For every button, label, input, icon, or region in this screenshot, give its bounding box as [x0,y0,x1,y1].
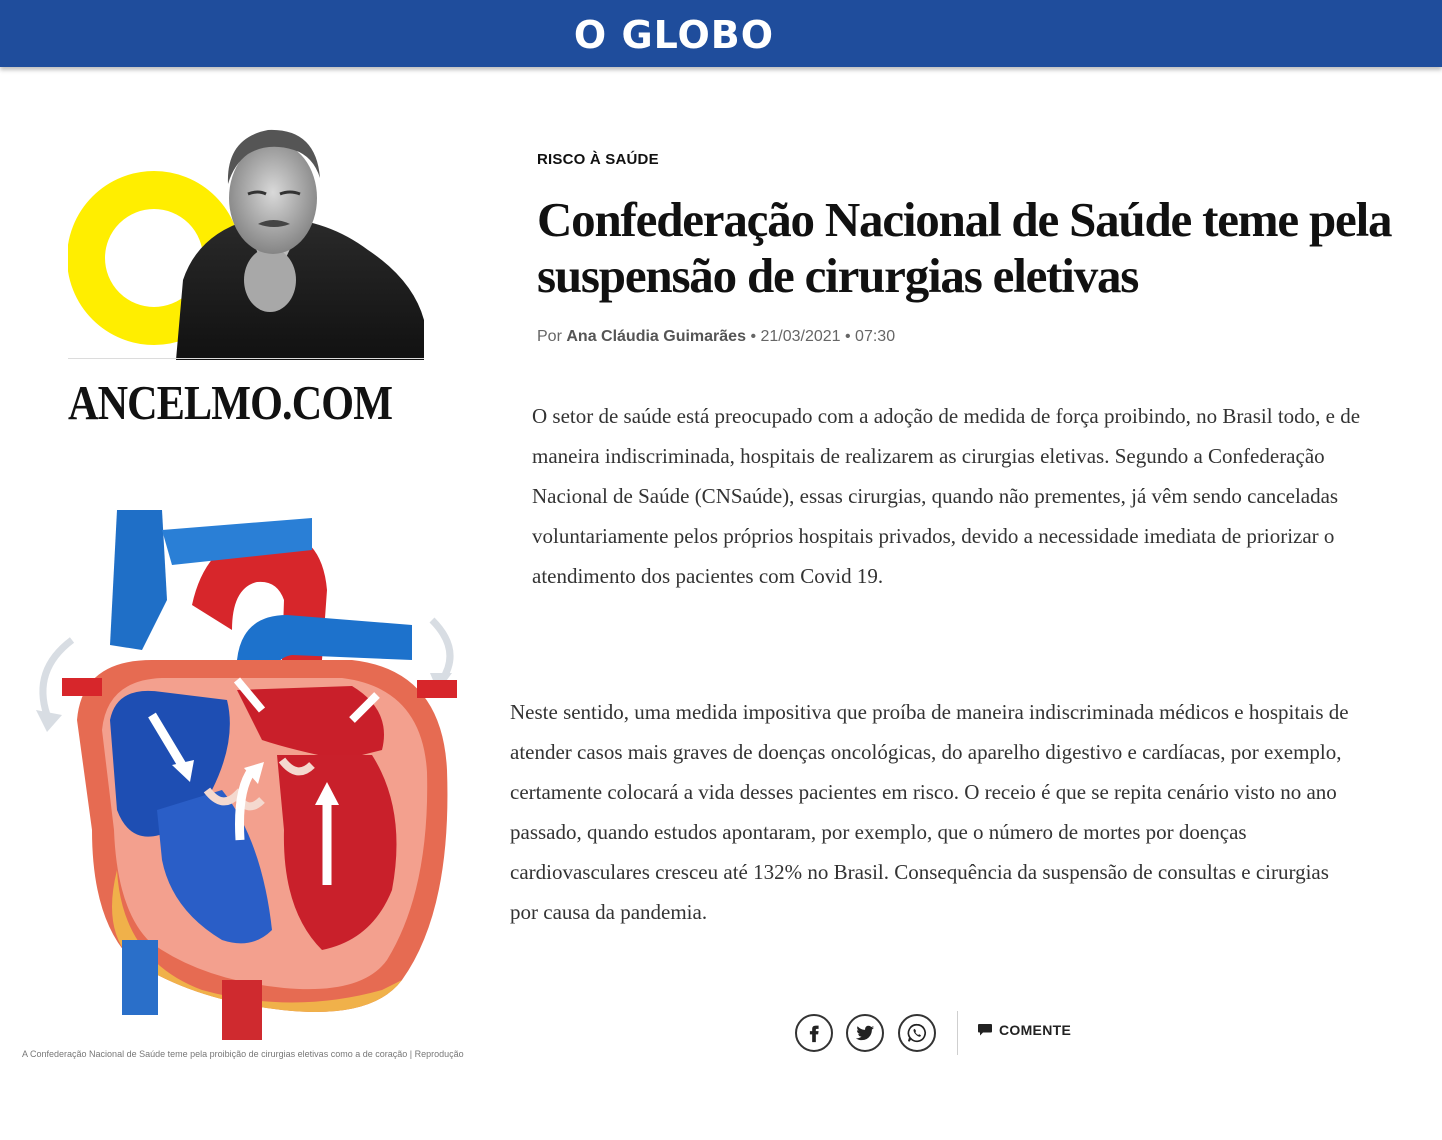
top-bar [0,0,1442,67]
author-name[interactable]: Ana Cláudia Guimarães [566,328,746,345]
twitter-share-button[interactable] [846,1014,884,1052]
twitter-icon [854,1022,876,1044]
share-divider [957,1011,958,1055]
article-paragraph: O setor de saúde está preocupado com a adoção de medida de força proibindo, no Brasil todo, e de maneira indiscriminada, hospitais de realizarem as cirurgias eletivas. Segundo a Confederação Nacional de Saúde (CNSaúde), essas cirurgias, quando não prementes, já vêm sendo canceladas voluntariamente pelos próprios hospitais privados, devido a necessidade imediata de priorizar o atendimento dos pacientes com Covid 19. [532,404,1361,588]
comment-button[interactable] [977,1022,1071,1038]
article-paragraph: Neste sentido, uma medida impositiva que proíba de maneira indiscriminada médicos e hospitais de atender casos mais graves de doenças oncológicas, do aparelho digestivo e cardíacas, por exemplo, certamente colocará a vida desses pacientes em risco. O receio é que se repita cenário visto no ano passado, quando estudos apontaram, por exemplo, que o número de mortes por doenças cardiovasculares cresceu até 132% no Brasil. Consequência da suspensão de consultas e cirurgias por causa da pandemia. [510,700,1349,924]
comment-icon [977,1023,993,1037]
columnist-portrait [68,120,428,360]
facebook-icon [803,1022,825,1044]
divider [68,358,424,359]
article-byline [537,328,895,346]
whatsapp-icon [906,1022,928,1044]
columnist-block[interactable] [68,120,428,440]
comment-label: COMENTE [999,1022,1072,1038]
facebook-share-button[interactable] [795,1014,833,1052]
byline-prefix: Por [537,328,562,345]
site-logo[interactable]: O GLOBO [573,13,775,57]
whatsapp-share-button[interactable] [898,1014,936,1052]
image-caption: A Confederação Nacional de Saúde teme pela proibição de cirurgias eletivas como a de coração | Reprodução [22,1049,464,1059]
columnist-name[interactable]: ANCELMO.COM [68,375,393,430]
publish-datetime: • 21/03/2021 • 07:30 [750,328,896,345]
heart-illustration [22,510,462,1045]
article-headline: Confederação Nacional de Saúde teme pela suspensão de cirurgias eletivas [537,192,1392,303]
article-kicker[interactable]: RISCO À SAÚDE [537,151,659,168]
